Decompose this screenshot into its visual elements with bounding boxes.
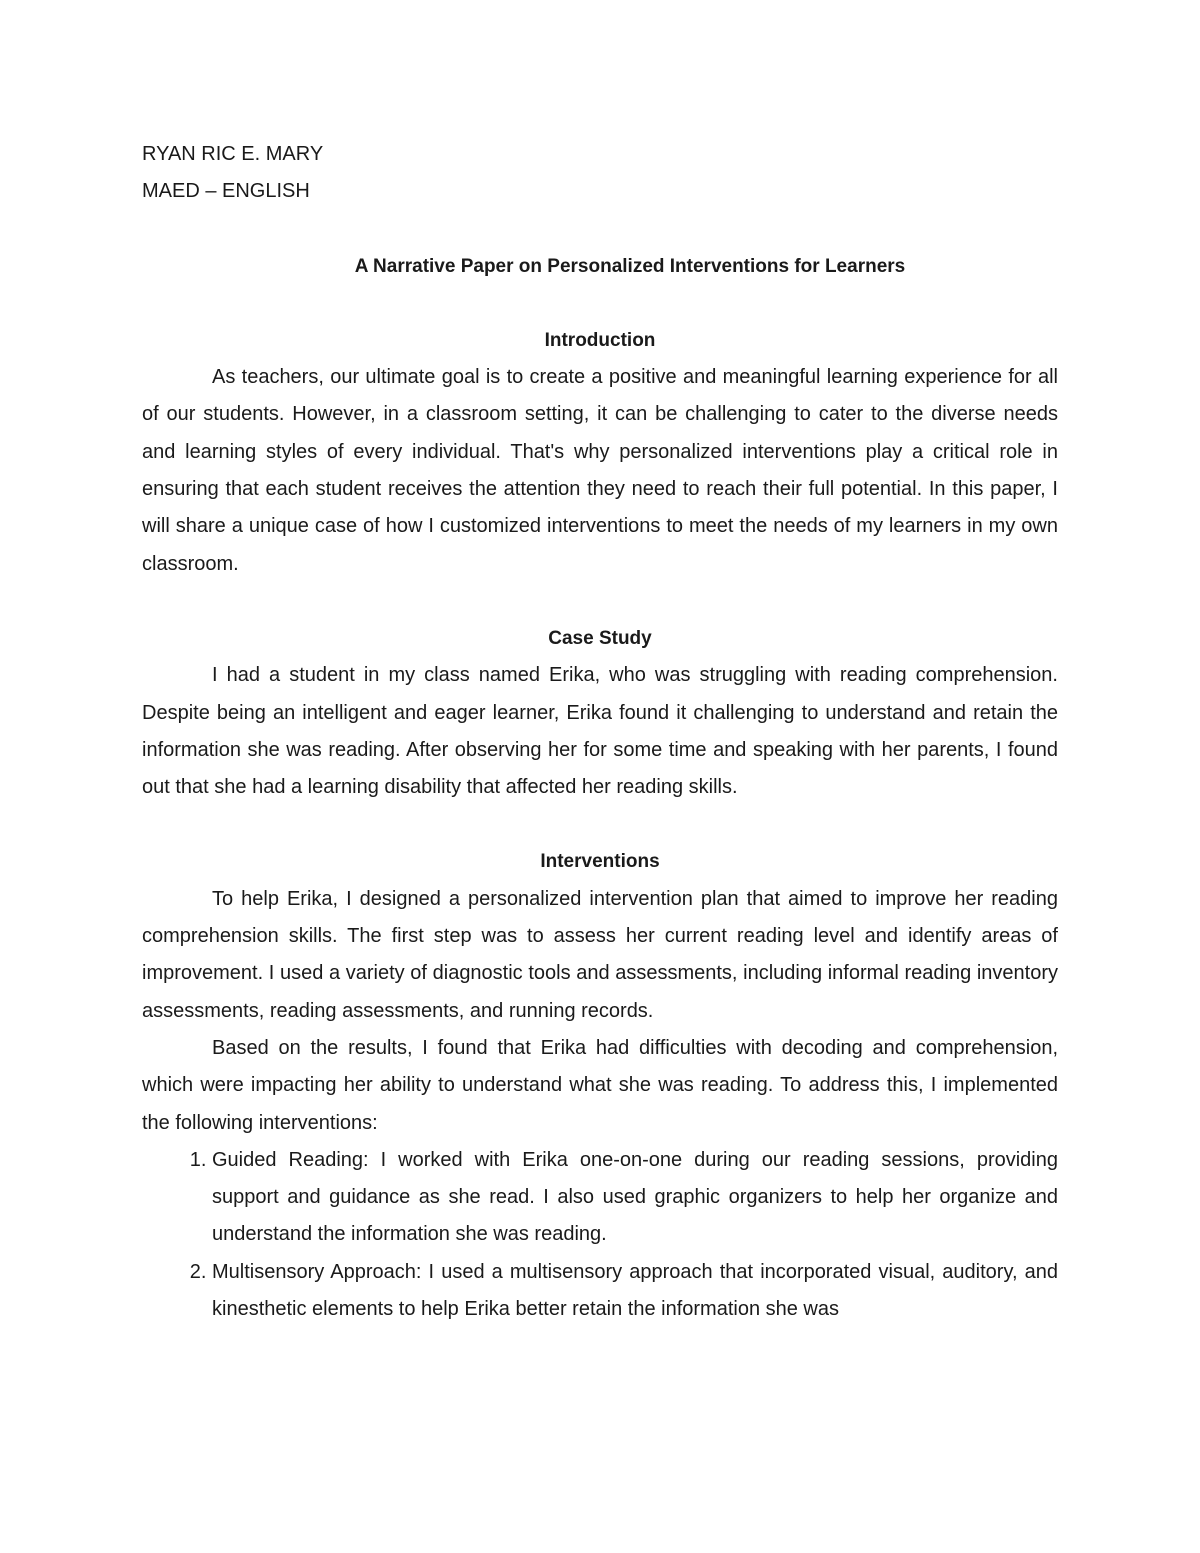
case-study-paragraph: I had a student in my class named Erika, who was struggling with reading comprehension. Despite being an intelligent and eager learner, Erika found it challenging to understand and retain the information she was reading. After observing her for some time and speaking with her parents, I found out that she had a learning disability that affected her reading skills. [142,664,1058,799]
author-name: RYAN RIC E. MARY [142,143,324,165]
list-item: 2. Multisensory Approach: I used a multisensory approach that incorporated visual, auditory, and kinesthetic elements to help Erika better retain the information she was [212,1254,1058,1329]
list-item: 1. Guided Reading: I worked with Erika one-on-one during our reading sessions, providing support and guidance as she read. I also used graphic organizers to help her organize and understand the information she was reading. [212,1142,1058,1254]
section-spacer [142,806,1058,843]
interventions-paragraph-1: To help Erika, I designed a personalized intervention plan that aimed to improve her reading comprehension skills. The first step was to assess her current reading level and identify areas of improvement. I used a variety of diagnostic tools and assessments, including informal reading inventory assessments, reading assessments, and running records. [142,887,1058,1022]
interventions-list [142,1142,1058,1328]
document-page [142,136,1058,1328]
document-title: A Narrative Paper on Personalized Interventions for Learners [354,255,906,277]
introduction-paragraph: As teachers, our ultimate goal is to create a positive and meaningful learning experience for all of our students. However, in a classroom setting, it can be challenging to cater to the diverse needs and learning styles of every individual. That's why personalized interventions play a critical role in ensuring that each student receives the attention they need to reach their full potential. In this paper, I will share a unique case of how I customized interventions to meet the needs of my learners in my own classroom. [142,366,1058,575]
case-study-heading: Case Study [548,627,652,649]
interventions-heading: Interventions [540,851,660,873]
introduction-heading: Introduction [544,329,656,351]
program-name: MAED – ENGLISH [142,180,310,203]
section-spacer [142,583,1058,620]
interventions-paragraph-2: Based on the results, I found that Erika had difficulties with decoding and comprehension, which were impacting her ability to understand what she was reading. To address this, I implemented the following interventions: [142,1036,1058,1134]
